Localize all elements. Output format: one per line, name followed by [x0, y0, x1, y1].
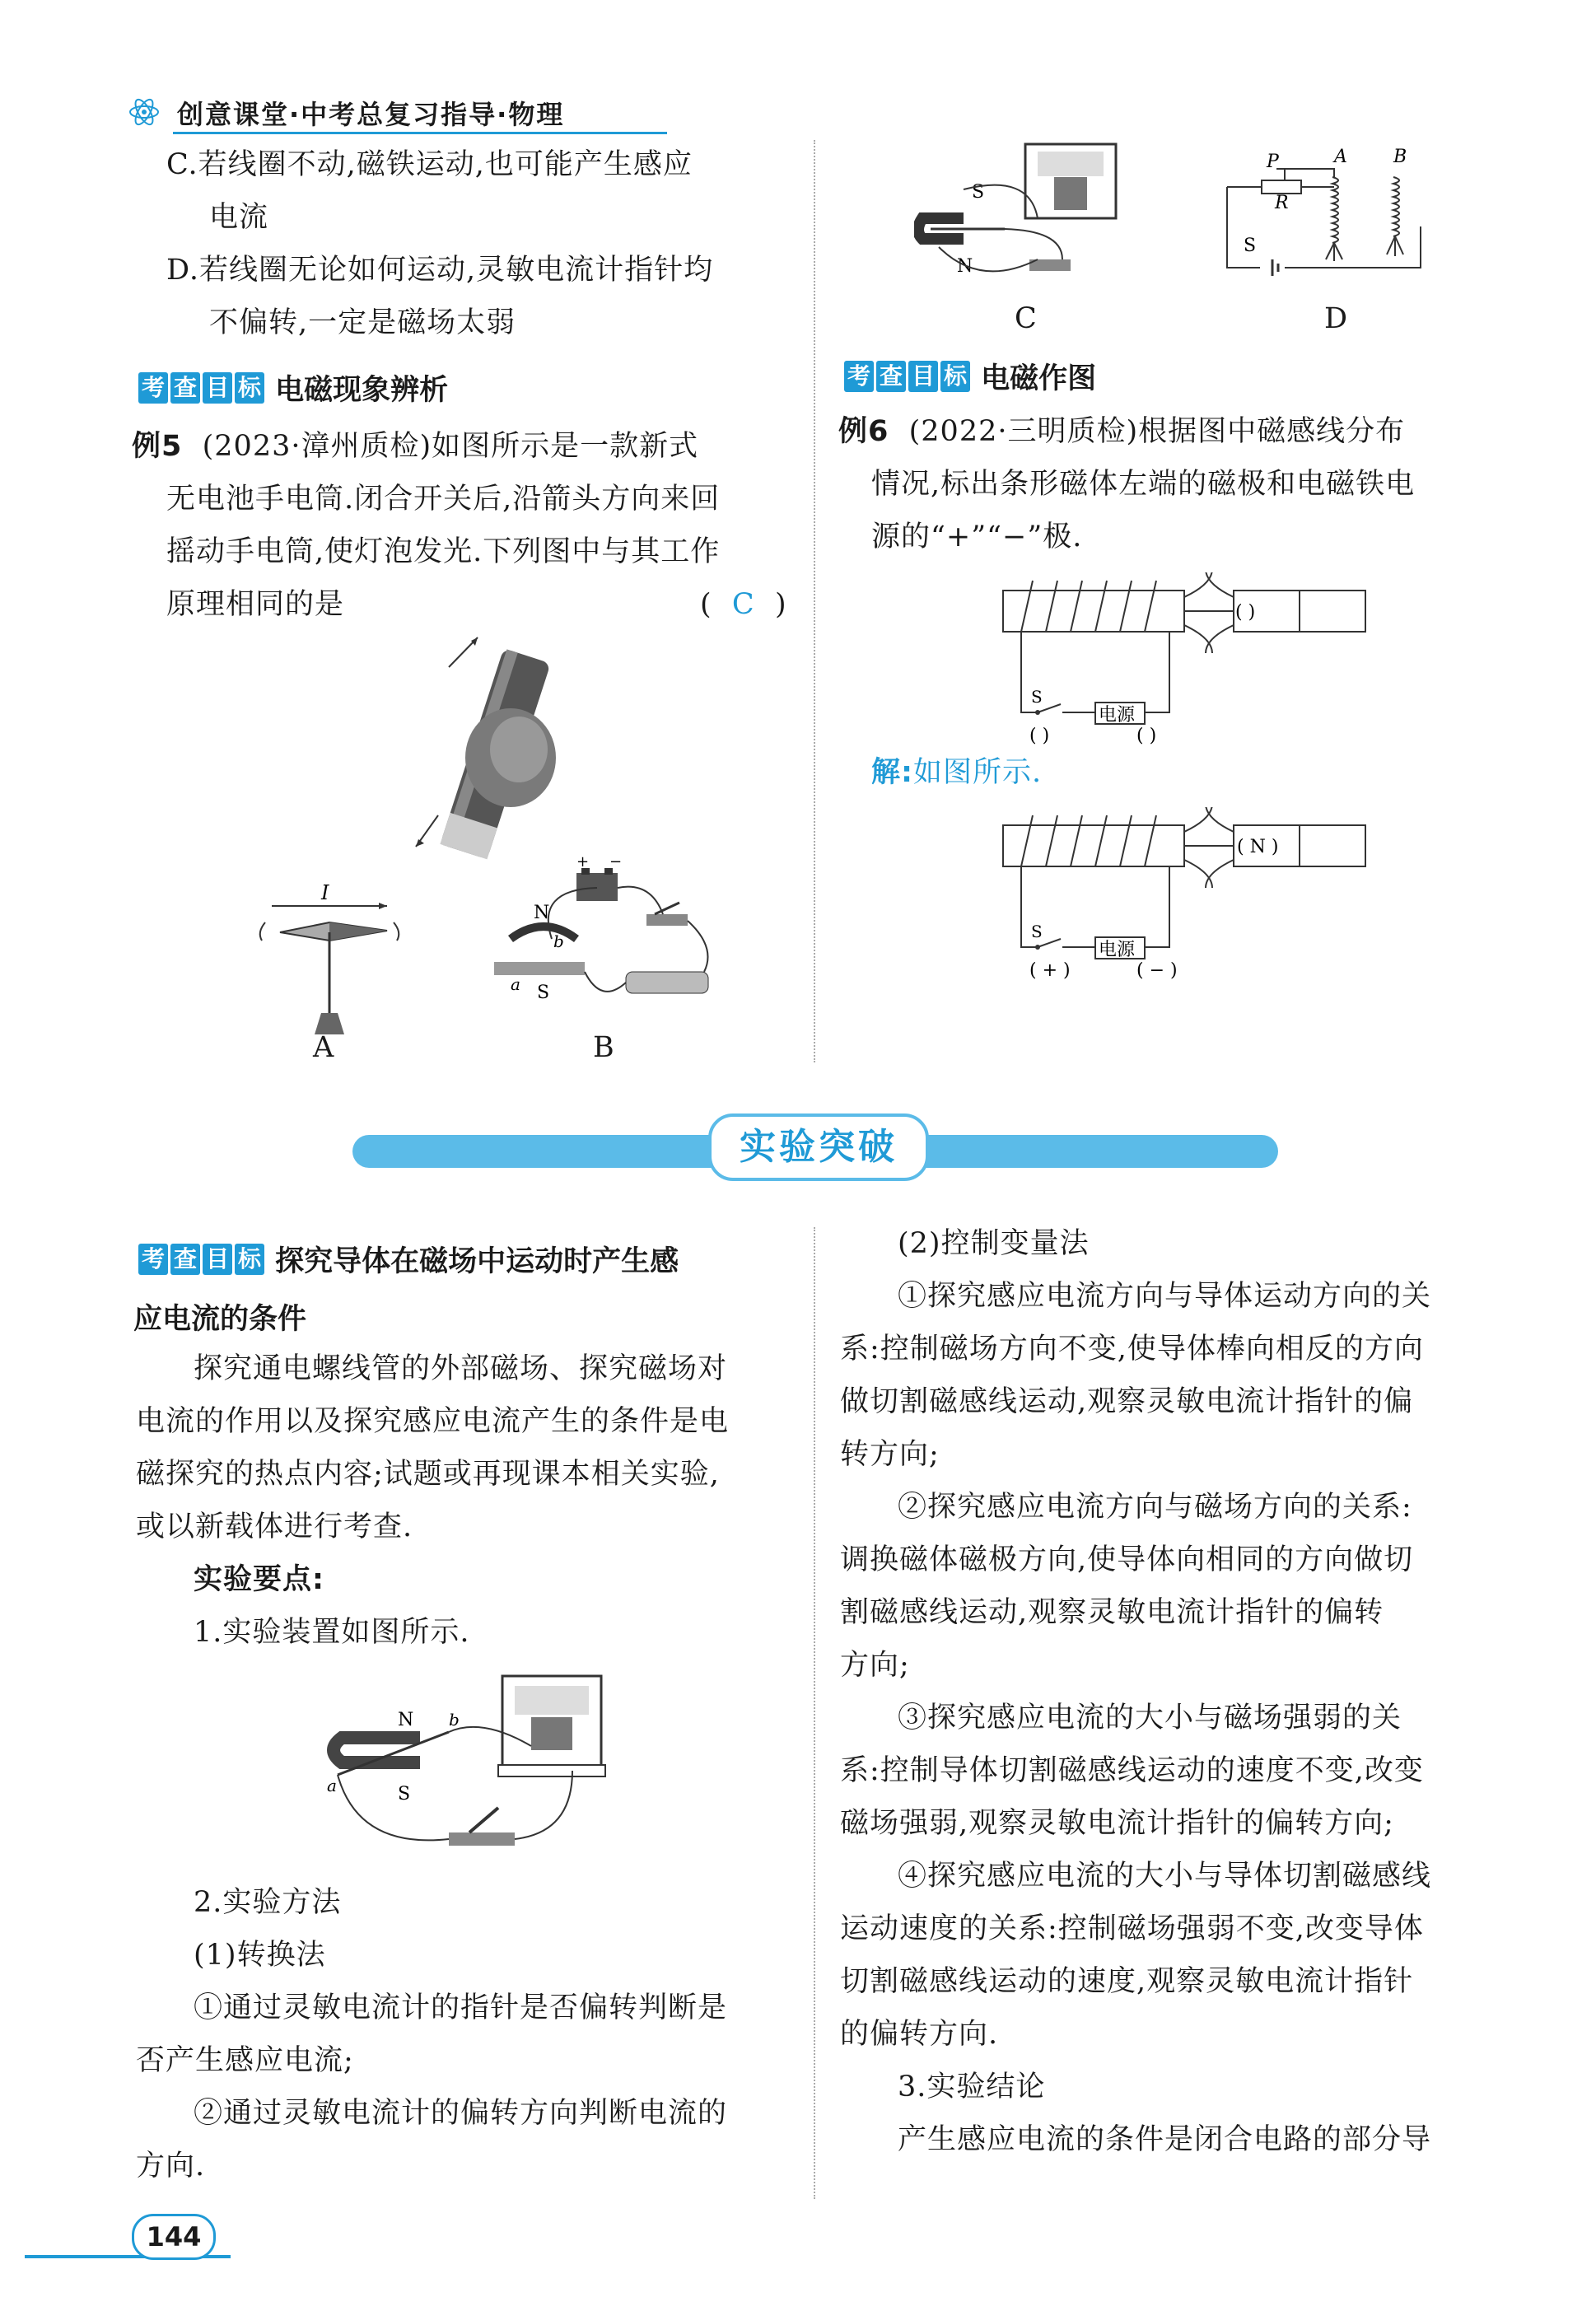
rule-1-line2: 系:控制磁场方向不变,使导体棒向相反的方向 [840, 1333, 1424, 1366]
figure-d [1211, 144, 1425, 292]
intro-line-1: 探究通电螺线管的外部磁场、探究磁场对 [194, 1352, 728, 1385]
rule-3-line2: 系:控制导体切割磁感线运动的速度不变,改变 [840, 1754, 1424, 1787]
figure-b-s: S [537, 983, 550, 1003]
tag-cha-3: 查 [170, 1244, 200, 1275]
key-points-heading: 实验要点: [194, 1563, 324, 1596]
electromagnet-answer-figure [996, 807, 1375, 980]
apparatus-a: a [327, 1776, 337, 1795]
example-5-label: 例5 [132, 430, 183, 463]
rule-4-line2: 运动速度的关系:控制磁场强弱不变,改变导体 [840, 1912, 1424, 1945]
power-label: 电源 [1099, 705, 1136, 726]
rule-2-line2: 调换磁体磁极方向,使导体向相同的方向做切 [840, 1543, 1414, 1576]
answer-right: ( − ) [1136, 960, 1178, 980]
tag-biao-2: 标 [940, 361, 970, 392]
flashlight-figure [412, 634, 576, 881]
rule-2-line1: ②探究感应电流方向与磁场方向的关系: [898, 1491, 1412, 1524]
header-rule [173, 132, 667, 134]
example-6-label: 例6 [838, 415, 889, 448]
method-1: (1)转换法 [194, 1939, 326, 1972]
example-6-line2: 情况,标出条形磁体左端的磁极和电磁铁电 [871, 468, 1416, 501]
tag-cha-2: 查 [876, 361, 906, 392]
section-title-3b: 应电流的条件 [133, 1303, 307, 1336]
tag-kao: 考 [138, 372, 168, 404]
header-title: 创意课堂·中考总复习指导·物理 [177, 99, 565, 130]
figure-d-a: A [1334, 147, 1347, 167]
apparatus-figure [325, 1668, 622, 1874]
rule-4-line4: 的偏转方向. [840, 2018, 999, 2051]
option-c: C.若线圈不动,磁铁运动,也可能产生感应 电流 D.若线圈无论如何运动,灵敏电流计指针均 不偏转,一定是磁场太弱 [166, 148, 714, 339]
example-5-answer: C [731, 588, 755, 621]
item-2: 2.实验方法 [194, 1886, 342, 1919]
right-bottom-text [840, 1217, 1548, 2166]
item-1: 1.实验装置如图所示. [194, 1616, 470, 1649]
rule-1-line1: ①探究感应电流方向与导体运动方向的关 [898, 1280, 1432, 1313]
rule-4-line3: 切割磁感线运动的速度,观察灵敏电流计指针 [840, 1965, 1414, 1998]
solution-text: 如图所示. [913, 756, 1043, 789]
method-1a-line2: 否产生感应电流; [136, 2044, 354, 2077]
section-title-1: 电磁现象辨析 [275, 374, 449, 407]
blank-pole: ( ) [1235, 602, 1256, 623]
rule-2-line4: 方向; [840, 1649, 910, 1682]
figure-d-b: B [1393, 147, 1407, 167]
column-divider-top [814, 140, 815, 1062]
method-2: (2)控制变量法 [898, 1227, 1090, 1260]
header [128, 89, 638, 135]
left-bottom-methods [136, 1876, 807, 2192]
example-5: 例5 (2023·漳州质检)如图所示是一款新式 无电池手电筒.闭合开关后,沿箭头方向来回 摇动手电筒,使灯泡发光.下列图中与其工作 原理相同的是 ( C ) [132, 420, 807, 631]
tag-biao-3: 标 [235, 1244, 264, 1275]
left-bottom-text [136, 1342, 807, 1659]
rule-2-line3: 割磁感线运动,观察灵敏电流计指针的偏转 [840, 1596, 1384, 1629]
intro-line-2: 电流的作用以及探究感应电流产生的条件是电 [136, 1405, 730, 1438]
figure-b-a: a [511, 974, 520, 994]
page-number: 144 [132, 2214, 216, 2260]
section-tag-3 [138, 1239, 679, 1280]
answer-power-label: 电源 [1099, 940, 1136, 960]
rule-1-line4: 转方向; [840, 1438, 940, 1471]
method-1b-line1: ②通过灵敏电流计的偏转方向判断电流的 [194, 2097, 728, 2130]
example-5-line1: (2023·漳州质检)如图所示是一款新式 [202, 430, 699, 463]
figure-c-n: N [957, 256, 973, 277]
example-6-line1: (2022·三明质检)根据图中磁感线分布 [908, 415, 1406, 448]
section-title-3a: 探究导体在磁场中运动时产生感 [275, 1245, 679, 1278]
rule-4-line1: ④探究感应电流的大小与导体切割磁感线 [898, 1860, 1432, 1893]
conclusion-line1: 产生感应电流的条件是闭合电路的部分导 [898, 2123, 1432, 2156]
example-5-line2: 无电池手电筒.闭合开关后,沿箭头方向来回 [166, 483, 721, 516]
atom-icon [128, 96, 161, 128]
tag-cha: 查 [170, 372, 200, 404]
figure-d-r: R [1275, 193, 1289, 213]
answer-pole: ( N ) [1237, 837, 1279, 857]
rule-1-line3: 做切割磁感线运动,观察灵敏电流计指针的偏 [840, 1385, 1414, 1418]
figure-b-n: N [534, 903, 550, 923]
intro-line-3: 磁探究的热点内容;试题或再现课本相关实验, [136, 1458, 720, 1491]
tag-kao-2: 考 [844, 361, 874, 392]
figure-d-switch: S [1244, 236, 1257, 256]
section-banner-title: 实验突破 [708, 1113, 929, 1181]
column-divider-bottom [814, 1227, 815, 2199]
figure-c [914, 140, 1145, 296]
section-tag-1 [138, 367, 448, 409]
apparatus-s: S [398, 1784, 411, 1804]
tag-mu-3: 目 [203, 1244, 232, 1275]
section-title-2: 电磁作图 [981, 362, 1097, 395]
figure-b-label: B [593, 1031, 615, 1064]
figure-d-label: D [1324, 302, 1349, 335]
method-1b-line2: 方向. [136, 2150, 206, 2183]
example-6-line3: 源的“+”“−”极. [871, 521, 1083, 553]
method-1a-line1: ①通过灵敏电流计的指针是否偏转判断是 [194, 1991, 728, 2024]
figure-c-s: S [972, 182, 985, 203]
tag-biao: 标 [235, 372, 264, 404]
figure-d-p: P [1267, 152, 1279, 172]
blank-left: ( ) [1029, 726, 1050, 745]
answer-switch-label: S [1031, 922, 1043, 941]
tag-kao-3: 考 [138, 1244, 168, 1275]
apparatus-b: b [449, 1710, 460, 1730]
figure-b-plus: + [576, 857, 590, 871]
rule-3-line3: 磁场强弱,观察灵敏电流计指针的偏转方向; [840, 1807, 1394, 1840]
figure-a-current-label: I [321, 881, 329, 904]
figure-c-label: C [1015, 302, 1038, 335]
tag-mu: 目 [203, 372, 232, 404]
switch-label: S [1031, 687, 1043, 707]
figure-b [486, 857, 725, 1021]
electromagnet-question-figure [996, 572, 1375, 745]
solution [871, 746, 1042, 799]
blank-right: ( ) [1136, 726, 1157, 745]
rule-3-line1: ③探究感应电流的大小与磁场强弱的关 [898, 1702, 1402, 1734]
example-5-line4: 原理相同的是 [166, 588, 345, 621]
figure-b-minus: − [609, 857, 623, 871]
answer-left: ( + ) [1029, 960, 1071, 980]
figure-b-b: b [553, 931, 564, 951]
solution-label: 解: [871, 756, 913, 789]
apparatus-n: N [398, 1710, 414, 1730]
example-6 [838, 405, 1547, 563]
figure-a-label: A [313, 1031, 335, 1064]
example-5-line3: 摇动手电筒,使灯泡发光.下列图中与其工作 [166, 535, 721, 568]
tag-mu-2: 目 [908, 361, 938, 392]
item-3: 3.实验结论 [898, 2071, 1046, 2103]
section-tag-2 [844, 356, 1096, 397]
intro-line-4: 或以新载体进行考查. [136, 1510, 413, 1543]
